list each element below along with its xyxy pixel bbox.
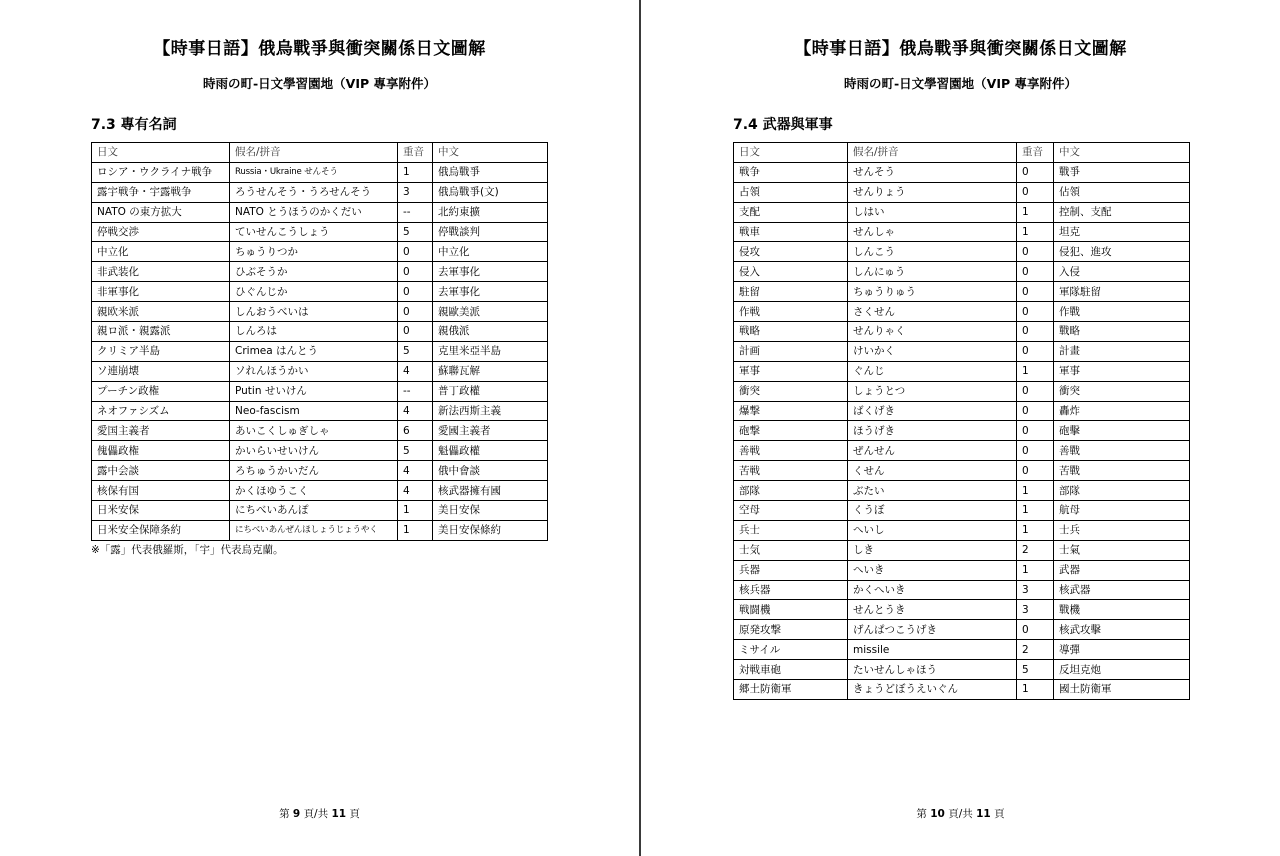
table-row: [734, 242, 1190, 262]
cell-accent: 5: [398, 441, 433, 461]
table-row: [734, 282, 1190, 302]
cell-japanese: 士気: [734, 540, 848, 560]
cell-accent: 4: [398, 361, 433, 381]
cell-chinese: 中立化: [433, 242, 548, 262]
table-row: [734, 341, 1190, 361]
cell-japanese: 停戦交渉: [92, 222, 230, 242]
table-row: [734, 620, 1190, 640]
cell-kana: NATO とうほうのかくだい: [230, 202, 398, 222]
cell-accent: 3: [1017, 580, 1054, 600]
cell-accent: 0: [1017, 262, 1054, 282]
cell-kana: かいらいせいけん: [230, 441, 398, 461]
cell-kana: かくへいき: [848, 580, 1017, 600]
footer-prefix: 第: [279, 808, 290, 820]
cell-chinese: 停戰談判: [433, 222, 548, 242]
table-row: [92, 501, 548, 521]
table-row: [734, 501, 1190, 521]
cell-accent: 3: [398, 182, 433, 202]
cell-kana: せんとうき: [848, 600, 1017, 620]
cell-kana: ソれんほうかい: [230, 361, 398, 381]
footer-middle: 頁/共: [303, 808, 329, 820]
cell-chinese: 軍隊駐留: [1054, 282, 1190, 302]
cell-japanese: 空母: [734, 501, 848, 521]
cell-chinese: 控制、支配: [1054, 202, 1190, 222]
table-row: [734, 381, 1190, 401]
cell-accent: 4: [398, 481, 433, 501]
cell-accent: 0: [1017, 302, 1054, 322]
cell-kana: くせん: [848, 461, 1017, 481]
cell-chinese: 克里米亞半島: [433, 341, 548, 361]
table-row: [734, 421, 1190, 441]
cell-chinese: 戰機: [1054, 600, 1190, 620]
table-row: [734, 401, 1190, 421]
cell-japanese: プーチン政権: [92, 381, 230, 401]
cell-chinese: 美日安保條約: [433, 520, 548, 540]
cell-chinese: 國土防衛軍: [1054, 680, 1190, 700]
cell-kana: きょうどぼうえいぐん: [848, 680, 1017, 700]
column-header: 日文: [92, 143, 230, 163]
cell-kana: ぶたい: [848, 481, 1017, 501]
cell-japanese: 非武装化: [92, 262, 230, 282]
table-row: [92, 182, 548, 202]
cell-japanese: 日米安全保障条約: [92, 520, 230, 540]
table-row: [92, 341, 548, 361]
cell-chinese: 佔領: [1054, 182, 1190, 202]
cell-japanese: 対戦車砲: [734, 660, 848, 680]
cell-chinese: 士兵: [1054, 520, 1190, 540]
cell-accent: 4: [398, 401, 433, 421]
cell-japanese: 支配: [734, 202, 848, 222]
table-row: [92, 481, 548, 501]
cell-kana: Russia・Ukraine せんそう: [230, 162, 398, 182]
cell-kana: せんそう: [848, 162, 1017, 182]
cell-japanese: 戦闘機: [734, 600, 848, 620]
total-page-number: 11: [331, 808, 347, 820]
cell-kana: ばくげき: [848, 401, 1017, 421]
cell-accent: 0: [1017, 421, 1054, 441]
cell-japanese: 兵器: [734, 560, 848, 580]
cell-kana: へいし: [848, 520, 1017, 540]
table-row: [92, 361, 548, 381]
cell-chinese: 轟炸: [1054, 401, 1190, 421]
cell-japanese: ソ連崩壊: [92, 361, 230, 381]
cell-kana: たいせんしゃほう: [848, 660, 1017, 680]
cell-accent: 0: [1017, 242, 1054, 262]
cell-chinese: 作戰: [1054, 302, 1190, 322]
table-row: [92, 421, 548, 441]
cell-japanese: 駐留: [734, 282, 848, 302]
cell-kana: さくせん: [848, 302, 1017, 322]
cell-kana: ほうげき: [848, 421, 1017, 441]
cell-chinese: 武器: [1054, 560, 1190, 580]
vocab-table: [733, 142, 1190, 700]
cell-accent: 0: [1017, 162, 1054, 182]
table-row: [92, 461, 548, 481]
cell-accent: 1: [398, 162, 433, 182]
table-row: [92, 242, 548, 262]
cell-accent: 2: [1017, 640, 1054, 660]
cell-japanese: 計画: [734, 341, 848, 361]
cell-kana: しょうとつ: [848, 381, 1017, 401]
cell-accent: 0: [1017, 401, 1054, 421]
cell-kana: ぐんじ: [848, 361, 1017, 381]
cell-kana: けいかく: [848, 341, 1017, 361]
table-row: [92, 282, 548, 302]
cell-japanese: 核兵器: [734, 580, 848, 600]
column-header: 重音: [1017, 143, 1054, 163]
cell-accent: --: [398, 202, 433, 222]
cell-japanese: 苦戦: [734, 461, 848, 481]
cell-chinese: 核武器擁有國: [433, 481, 548, 501]
footnote: ※「露」代表俄羅斯，「宇」代表烏克蘭。: [91, 544, 284, 556]
cell-japanese: 原発攻撃: [734, 620, 848, 640]
cell-japanese: 戦争: [734, 162, 848, 182]
cell-kana: ていせんこうしょう: [230, 222, 398, 242]
cell-kana: あいこくしゅぎしゃ: [230, 421, 398, 441]
cell-kana: ぜんせん: [848, 441, 1017, 461]
column-header: 假名/拼音: [848, 143, 1017, 163]
table-row: [734, 600, 1190, 620]
table-row: [92, 162, 548, 182]
cell-japanese: 露宇戦争・宇露戦争: [92, 182, 230, 202]
cell-chinese: 部隊: [1054, 481, 1190, 501]
cell-kana: Putin せいけん: [230, 381, 398, 401]
cell-japanese: 郷土防衛軍: [734, 680, 848, 700]
cell-accent: 0: [1017, 282, 1054, 302]
cell-kana: かくほゆうこく: [230, 481, 398, 501]
table-row: [734, 441, 1190, 461]
cell-accent: 4: [398, 461, 433, 481]
cell-japanese: 日米安保: [92, 501, 230, 521]
cell-accent: 1: [398, 501, 433, 521]
table-row: [734, 560, 1190, 580]
cell-chinese: 俄烏戰爭: [433, 162, 548, 182]
cell-japanese: 善戦: [734, 441, 848, 461]
cell-accent: 5: [1017, 660, 1054, 680]
table-row: [734, 182, 1190, 202]
column-header: 假名/拼音: [230, 143, 398, 163]
cell-kana: しんおうべいは: [230, 302, 398, 322]
cell-chinese: 新法西斯主義: [433, 401, 548, 421]
cell-accent: 1: [1017, 501, 1054, 521]
cell-japanese: 部隊: [734, 481, 848, 501]
cell-japanese: 傀儡政権: [92, 441, 230, 461]
cell-japanese: 中立化: [92, 242, 230, 262]
cell-chinese: 入侵: [1054, 262, 1190, 282]
cell-japanese: NATO の東方拡大: [92, 202, 230, 222]
cell-chinese: 核武器: [1054, 580, 1190, 600]
column-header: 中文: [1054, 143, 1190, 163]
table-row: [734, 202, 1190, 222]
table-row: [734, 162, 1190, 182]
cell-accent: 3: [1017, 600, 1054, 620]
cell-chinese: 去軍事化: [433, 262, 548, 282]
table-row: [734, 302, 1190, 322]
cell-accent: 0: [1017, 461, 1054, 481]
cell-chinese: 衝突: [1054, 381, 1190, 401]
cell-japanese: 非軍事化: [92, 282, 230, 302]
cell-japanese: ミサイル: [734, 640, 848, 660]
cell-kana: しんろは: [230, 322, 398, 342]
cell-kana: ろちゅうかいだん: [230, 461, 398, 481]
cell-chinese: 戰爭: [1054, 162, 1190, 182]
cell-japanese: 親欧米派: [92, 302, 230, 322]
cell-chinese: 反坦克炮: [1054, 660, 1190, 680]
cell-kana: ちゅうりゅう: [848, 282, 1017, 302]
document-page-9: [0, 0, 639, 856]
cell-kana: ろうせんそう・うろせんそう: [230, 182, 398, 202]
cell-accent: 1: [1017, 202, 1054, 222]
footer-prefix: 第: [916, 808, 927, 820]
table-row: [92, 202, 548, 222]
cell-chinese: 計畫: [1054, 341, 1190, 361]
cell-accent: 0: [1017, 381, 1054, 401]
cell-chinese: 善戰: [1054, 441, 1190, 461]
cell-japanese: 露中会談: [92, 461, 230, 481]
cell-accent: 0: [398, 242, 433, 262]
cell-accent: 0: [1017, 620, 1054, 640]
cell-accent: 0: [398, 322, 433, 342]
cell-kana: ちゅうりつか: [230, 242, 398, 262]
document-subtitle: 時雨の町-日文學習園地（VIP 專享附件）: [202, 76, 437, 91]
cell-chinese: 核武攻擊: [1054, 620, 1190, 640]
cell-kana: しはい: [848, 202, 1017, 222]
cell-accent: 1: [1017, 520, 1054, 540]
page-footer: [641, 806, 1280, 821]
cell-chinese: 北約東擴: [433, 202, 548, 222]
cell-chinese: 導彈: [1054, 640, 1190, 660]
cell-accent: 0: [1017, 182, 1054, 202]
cell-chinese: 親俄派: [433, 322, 548, 342]
cell-accent: 1: [398, 520, 433, 540]
cell-accent: 6: [398, 421, 433, 441]
cell-chinese: 苦戰: [1054, 461, 1190, 481]
cell-japanese: 軍事: [734, 361, 848, 381]
cell-japanese: 核保有国: [92, 481, 230, 501]
cell-kana: せんりゃく: [848, 322, 1017, 342]
table-row: [92, 381, 548, 401]
table-row: [734, 262, 1190, 282]
table-row: [734, 640, 1190, 660]
cell-accent: 5: [398, 222, 433, 242]
cell-chinese: 俄中會談: [433, 461, 548, 481]
cell-chinese: 士氣: [1054, 540, 1190, 560]
table-body: [92, 162, 548, 540]
cell-accent: 1: [1017, 481, 1054, 501]
table-row: [734, 322, 1190, 342]
cell-accent: 1: [1017, 680, 1054, 700]
cell-japanese: 砲撃: [734, 421, 848, 441]
cell-kana: Crimea はんとう: [230, 341, 398, 361]
document-title: 【時事日語】俄烏戰爭與衝突關係日文圖解: [153, 39, 486, 59]
cell-japanese: 親ロ派・親露派: [92, 322, 230, 342]
column-header: 重音: [398, 143, 433, 163]
cell-chinese: 普丁政權: [433, 381, 548, 401]
cell-chinese: 親歐美派: [433, 302, 548, 322]
cell-accent: 0: [1017, 322, 1054, 342]
cell-kana: せんしゃ: [848, 222, 1017, 242]
table-body: [734, 162, 1190, 699]
table-row: [734, 520, 1190, 540]
cell-kana: しんにゅう: [848, 262, 1017, 282]
cell-accent: --: [398, 381, 433, 401]
cell-kana: にちべいあんぜんほしょうじょうやく: [230, 520, 398, 540]
cell-kana: ひぶそうか: [230, 262, 398, 282]
cell-kana: くうぼ: [848, 501, 1017, 521]
cell-japanese: 侵攻: [734, 242, 848, 262]
cell-chinese: 去軍事化: [433, 282, 548, 302]
document-subtitle: 時雨の町-日文學習園地（VIP 專享附件）: [843, 76, 1078, 91]
cell-japanese: 作戦: [734, 302, 848, 322]
table-row: [92, 222, 548, 242]
cell-accent: 1: [1017, 222, 1054, 242]
cell-accent: 0: [398, 282, 433, 302]
cell-chinese: 美日安保: [433, 501, 548, 521]
page-footer: [0, 806, 639, 821]
cell-accent: 0: [1017, 341, 1054, 361]
cell-chinese: 砲擊: [1054, 421, 1190, 441]
cell-kana: へいき: [848, 560, 1017, 580]
total-page-number: 11: [976, 808, 991, 820]
cell-accent: 0: [1017, 441, 1054, 461]
table-row: [92, 441, 548, 461]
vocab-table: [91, 142, 548, 541]
cell-chinese: 愛國主義者: [433, 421, 548, 441]
table-row: [734, 461, 1190, 481]
cell-japanese: クリミア半島: [92, 341, 230, 361]
cell-kana: ひぐんじか: [230, 282, 398, 302]
footer-suffix: 頁: [349, 808, 360, 820]
cell-japanese: 戦車: [734, 222, 848, 242]
cell-kana: Neo-fascism: [230, 401, 398, 421]
table-row: [734, 580, 1190, 600]
table-row: [92, 520, 548, 540]
cell-japanese: 占領: [734, 182, 848, 202]
table-row: [734, 222, 1190, 242]
cell-japanese: ネオファシズム: [92, 401, 230, 421]
cell-chinese: 蘇聯瓦解: [433, 361, 548, 381]
cell-japanese: 侵入: [734, 262, 848, 282]
cell-kana: しき: [848, 540, 1017, 560]
cell-japanese: 爆撃: [734, 401, 848, 421]
table-row: [734, 540, 1190, 560]
table-row: [92, 262, 548, 282]
current-page-number: 10: [930, 808, 945, 820]
cell-accent: 1: [1017, 361, 1054, 381]
table-row: [734, 680, 1190, 700]
table-row: [734, 481, 1190, 501]
column-header: 中文: [433, 143, 548, 163]
footer-middle: 頁/共: [948, 808, 973, 820]
cell-chinese: 侵犯、進攻: [1054, 242, 1190, 262]
document-title: 【時事日語】俄烏戰爭與衝突關係日文圖解: [794, 39, 1127, 59]
table-row: [92, 401, 548, 421]
section-heading: 7.3 專有名詞: [91, 117, 177, 133]
cell-accent: 0: [398, 302, 433, 322]
cell-accent: 1: [1017, 560, 1054, 580]
cell-chinese: 軍事: [1054, 361, 1190, 381]
document-page-10: [641, 0, 1280, 856]
footer-suffix: 頁: [994, 808, 1005, 820]
cell-japanese: 衝突: [734, 381, 848, 401]
cell-chinese: 戰略: [1054, 322, 1190, 342]
cell-kana: げんぱつこうげき: [848, 620, 1017, 640]
cell-chinese: 航母: [1054, 501, 1190, 521]
cell-kana: にちべいあんぽ: [230, 501, 398, 521]
cell-chinese: 坦克: [1054, 222, 1190, 242]
cell-accent: 2: [1017, 540, 1054, 560]
cell-kana: missile: [848, 640, 1017, 660]
table-row: [734, 660, 1190, 680]
table-row: [92, 322, 548, 342]
table-row: [92, 302, 548, 322]
cell-chinese: 俄烏戰爭(文): [433, 182, 548, 202]
table-header-row: [92, 143, 548, 163]
cell-kana: せんりょう: [848, 182, 1017, 202]
column-header: 日文: [734, 143, 848, 163]
cell-japanese: ロシア・ウクライナ戦争: [92, 162, 230, 182]
table-row: [734, 361, 1190, 381]
cell-kana: しんこう: [848, 242, 1017, 262]
current-page-number: 9: [292, 808, 301, 820]
cell-japanese: 戦略: [734, 322, 848, 342]
table-header-row: [734, 143, 1190, 163]
section-heading: 7.4 武器與軍事: [733, 117, 833, 133]
cell-japanese: 兵士: [734, 520, 848, 540]
cell-japanese: 愛国主義者: [92, 421, 230, 441]
cell-accent: 5: [398, 341, 433, 361]
cell-chinese: 魁儡政權: [433, 441, 548, 461]
cell-accent: 0: [398, 262, 433, 282]
